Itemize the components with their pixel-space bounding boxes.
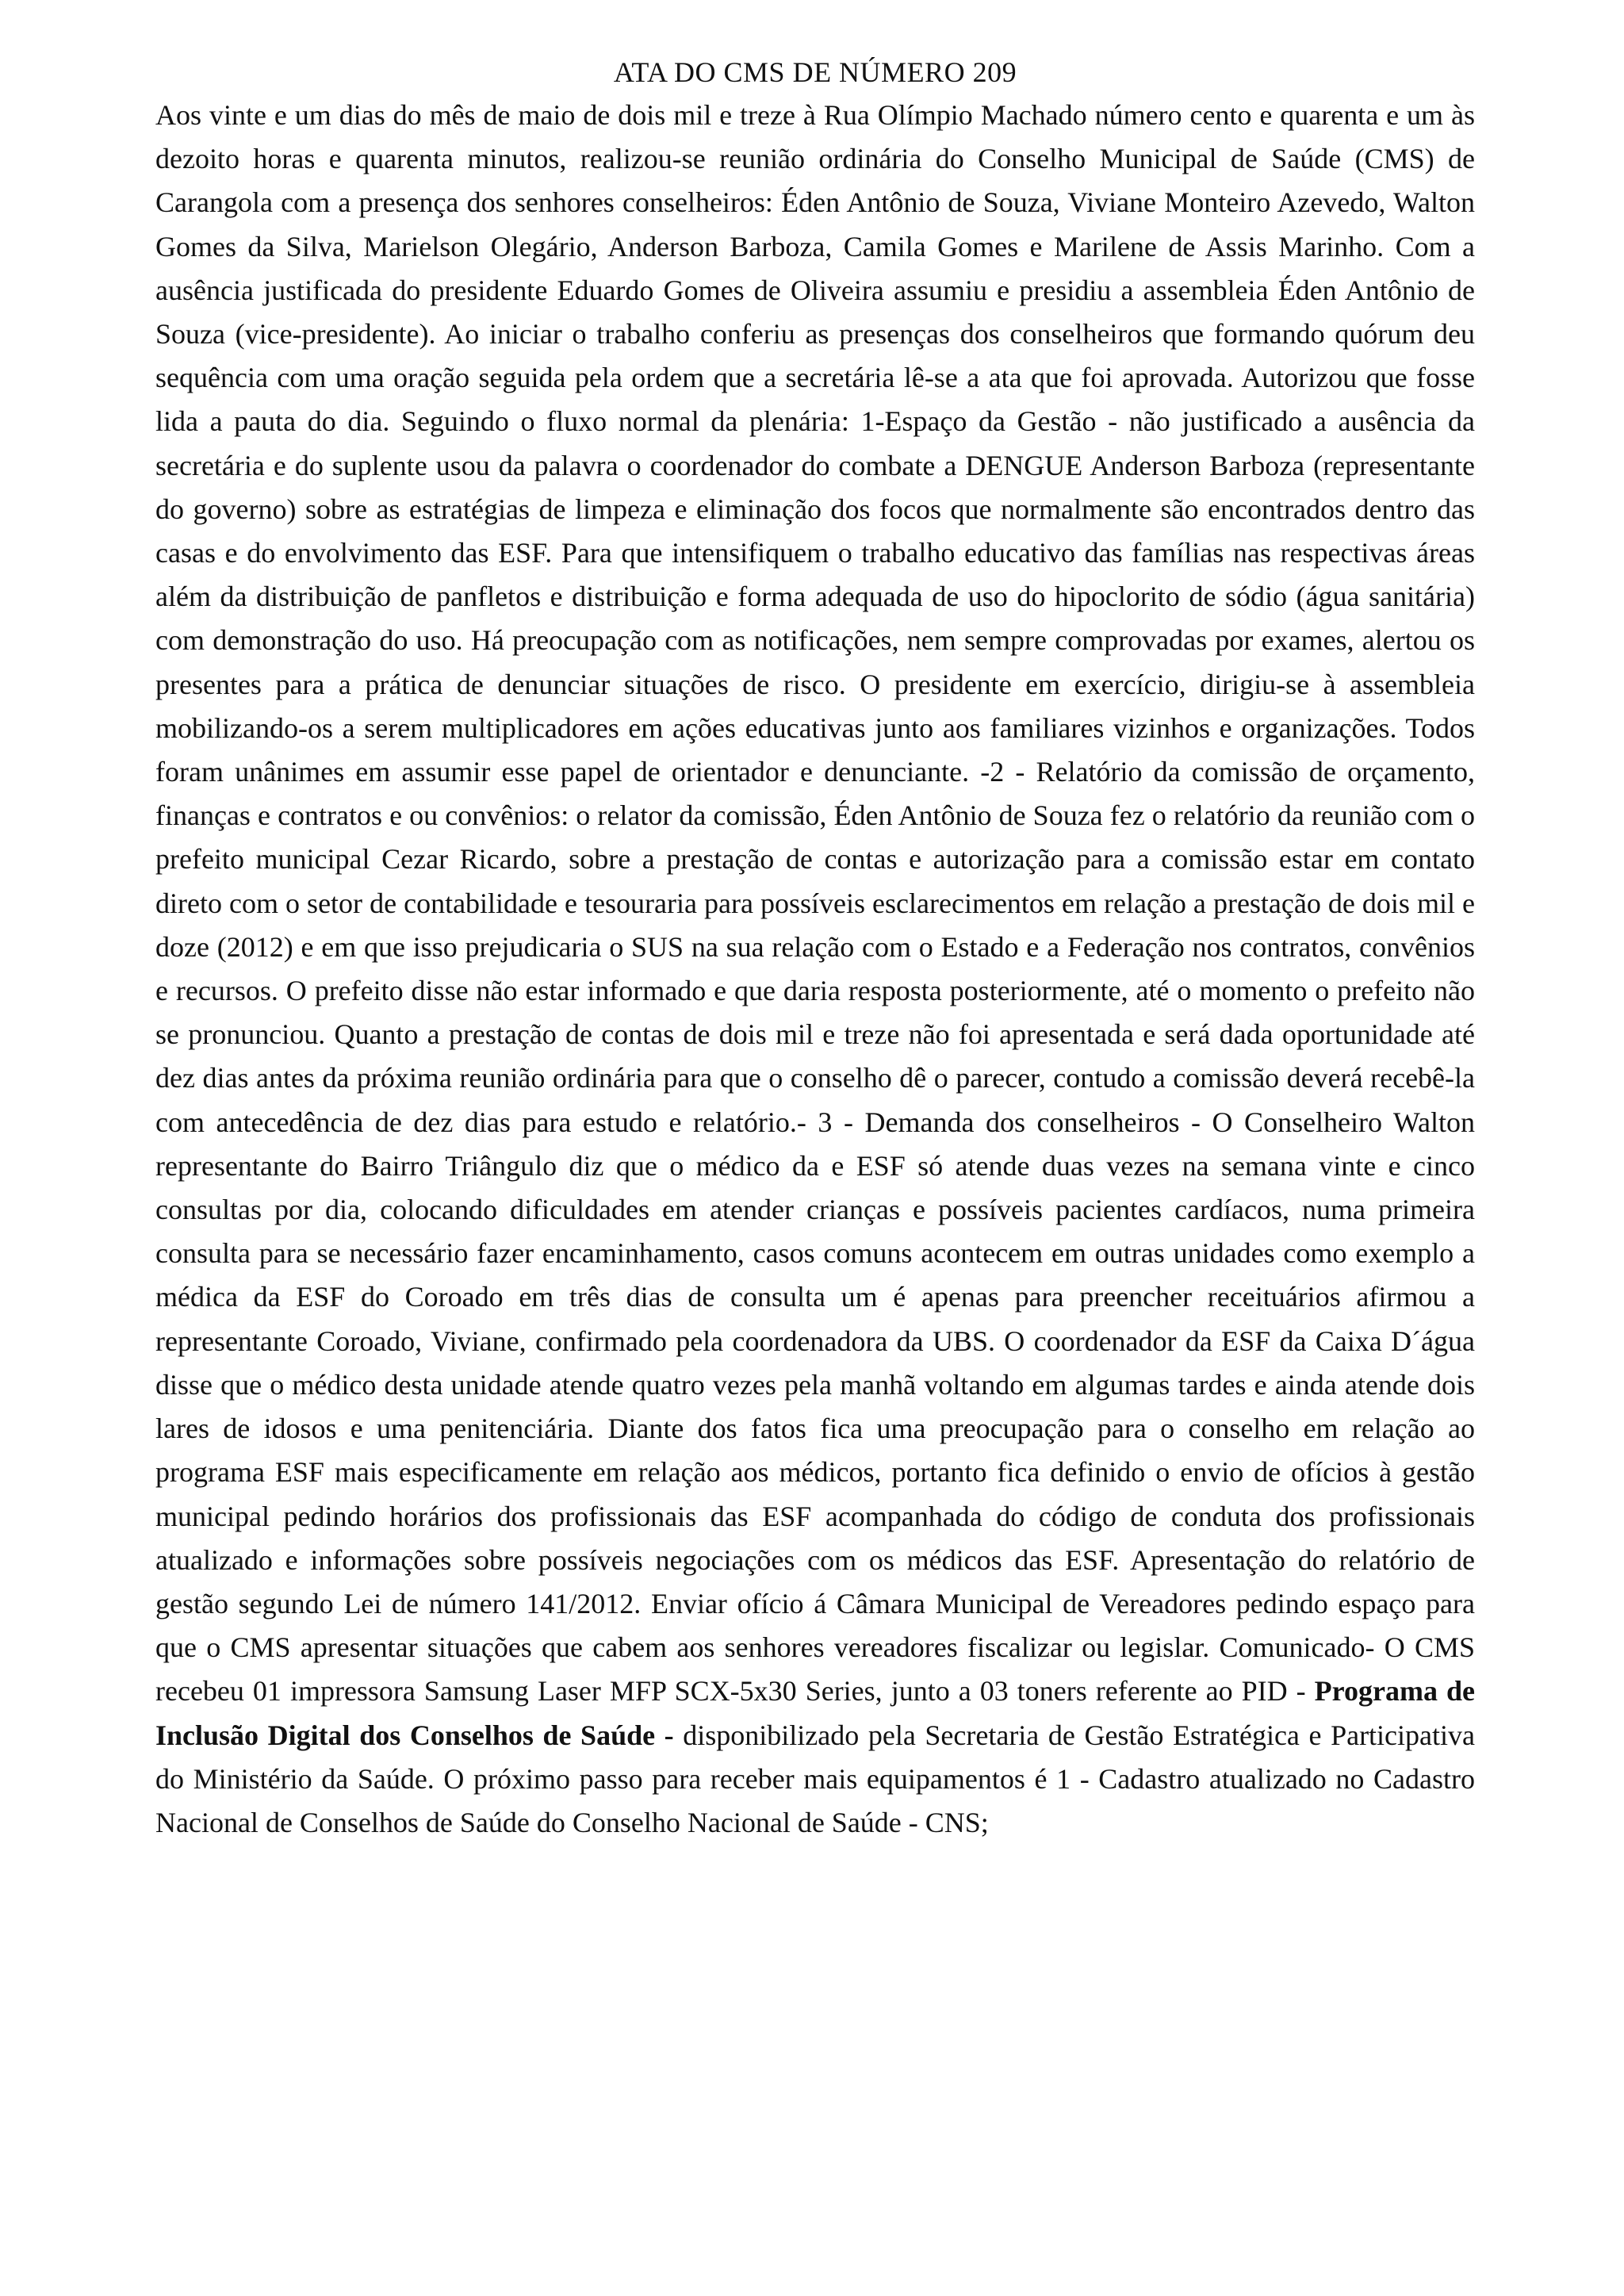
- minutes-body: [155, 94, 1475, 1845]
- minutes-text-part-1: Aos vinte e um dias do mês de maio de dois mil e treze à Rua Olímpio Machado número cento e quarenta e um às dezoito horas e quarenta minutos, realizou-se reunião ordinária do Conselho Municipal de Saúde (CMS) de Carangola com a presença dos senhores conselheiros: Éden Antônio de Souza, Viviane Monteiro Azevedo, Walton Gomes da Silva, Marielson Olegário, Anderson Barboza, Camila Gomes e Marilene de Assis Marinho. Com a ausência justificada do presidente Eduardo Gomes de Oliveira assumiu e presidiu a assembleia Éden Antônio de Souza (vice-presidente). Ao iniciar o trabalho conferiu as presenças dos conselheiros que formando quórum deu sequência com uma oração seguida pela ordem que a secretária lê-se a ata que foi aprovada. Autorizou que fosse lida a pauta do dia. Seguindo o fluxo normal da plenária: 1-Espaço da Gestão - não justificado a ausência da secretária e do suplente usou da palavra o coordenador do combate a DENGUE Anderson Barboza (representante do governo) sobre as estratégias de limpeza e eliminação dos focos que normalmente são encontrados dentro das casas e do envolvimento das ESF. Para que intensifiquem o trabalho educativo das famílias nas respectivas áreas além da distribuição de panfletos e distribuição e forma adequada de uso do hipoclorito de sódio (água sanitária) com demonstração do uso. Há preocupação com as notificações, nem sempre comprovadas por exames, alertou os presentes para a prática de denunciar situações de risco. O presidente em exercício, dirigiu-se à assembleia mobilizando-os a serem multiplicadores em ações educativas junto aos familiares vizinhos e organizações. Todos foram unânimes em assumir esse papel de orientador e denunciante. -2 - Relatório da comissão de orçamento, finanças e contratos e ou convênios: o relator da comissão, Éden Antônio de Souza fez o relatório da reunião com o prefeito municipal Cezar Ricardo, sobre a prestação de contas e autorização para a comissão estar em contato direto com o setor de contabilidade e tesouraria para possíveis esclarecimentos em relação a prestação de dois mil e doze (2012) e em que isso prejudicaria o SUS na sua relação com o Estado e a Federação nos contratos, convênios e recursos. O prefeito disse não estar informado e que daria resposta posteriormente, até o momento o prefeito não se pronunciou. Quanto a prestação de contas de dois mil e treze não foi apresentada e será dada oportunidade até dez dias antes da próxima reunião ordinária para que o conselho dê o parecer, contudo a comissão deverá recebê-la com antecedência de dez dias para estudo e relatório.- 3 - Demanda dos conselheiros - O Conselheiro Walton representante do Bairro Triângulo diz que o médico da e ESF só atende duas vezes na semana vinte e cinco consultas por dia, colocando dificuldades em atender crianças e possíveis pacientes cardíacos, numa primeira consulta para se necessário fazer encaminhamento, casos comuns acontecem em outras unidades como exemplo a médica da ESF do Coroado em três dias de consulta um é apenas para preencher receituários afirmou a representante Coroado, Viviane, confirmado pela coordenadora da UBS. O coordenador da ESF da Caixa D´água disse que o médico desta unidade atende quatro vezes pela manhã voltando em algumas tardes e ainda atende dois lares de idosos e uma penitenciária. Diante dos fatos fica uma preocupação para o conselho em relação ao programa ESF mais especificamente em relação aos médicos, portanto fica definido o envio de ofícios à gestão municipal pedindo horários dos profissionais das ESF acompanhada do código de conduta dos profissionais atualizado e informações sobre possíveis negociações com os médicos das ESF. Apresentação do relatório de gestão segundo Lei de número 141/2012. Enviar ofício á Câmara Municipal de Vereadores pedindo espaço para que o CMS apresentar situações que cabem aos senhores vereadores fiscalizar ou legislar. Comunicado- O CMS recebeu 01 impressora Samsung Laser MFP SCX-5x30 Series, junto a 03 toners referente ao PID -: [155, 99, 1475, 1708]
- program-name-bold: Programa de Inclusão Digital dos Conselhos de Saúde -: [155, 1675, 1475, 1751]
- document-title: ATA DO CMS DE NÚMERO 209: [613, 56, 1017, 88]
- minutes-text-part-2: disponibilizado pela Secretaria de Gestão Estratégica e Participativa do Ministério da Saúde. O próximo passo para receber mais equipamentos é 1 - Cadastro atualizado no Cadastro Nacional de Conselhos de Saúde do Conselho Nacional de Saúde - CNS;: [155, 1719, 1475, 1838]
